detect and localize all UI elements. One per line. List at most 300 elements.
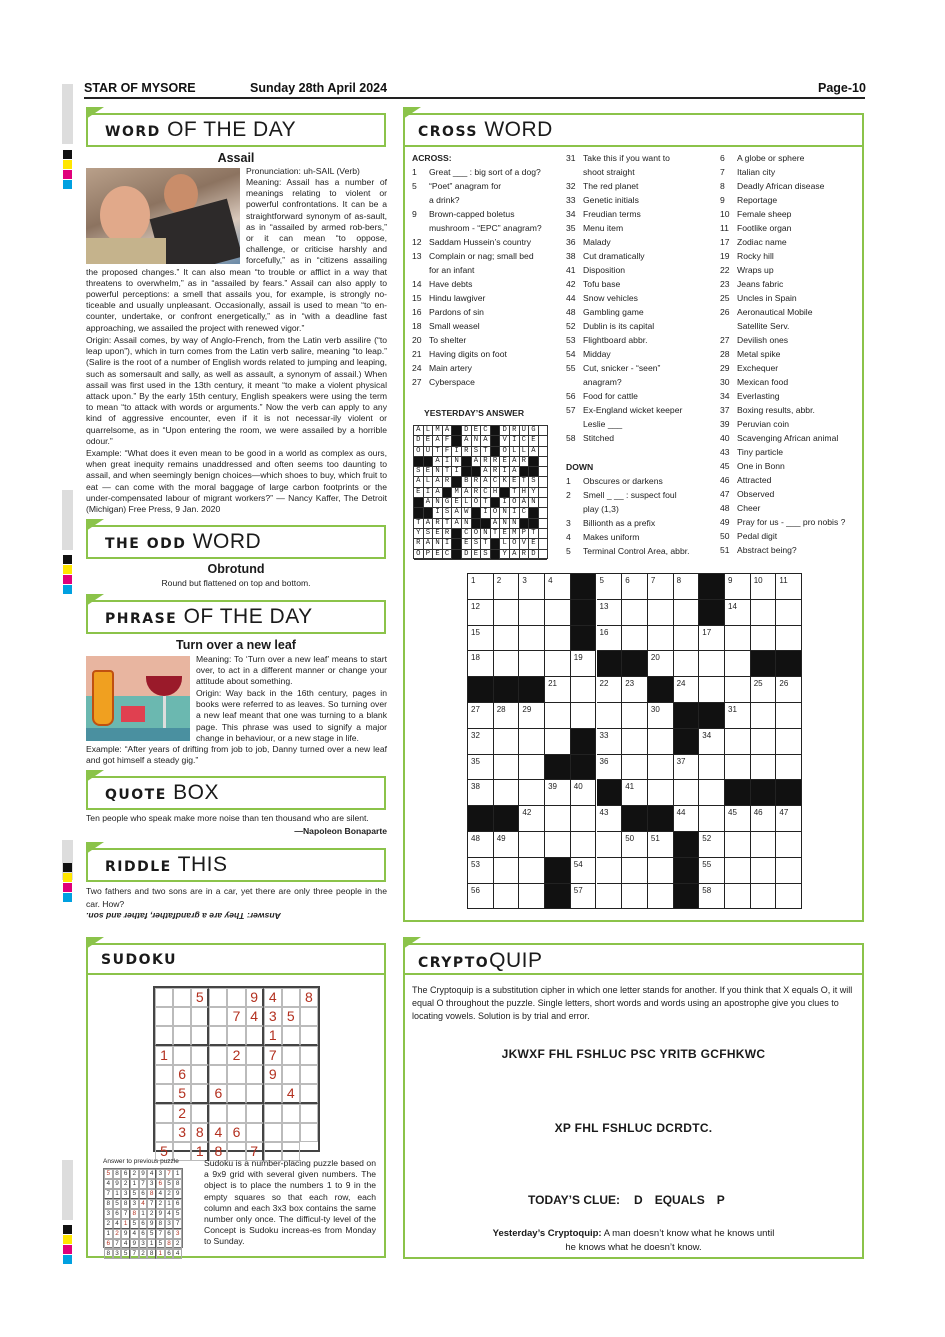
phrase-meaning: Meaning: To ‘Turn over a new leaf’ means to start over, to act in a different manner or change your attitude about something. <box>196 654 387 687</box>
sudoku-cell[interactable]: 6 <box>227 1123 245 1142</box>
answer-cell: R <box>433 519 443 528</box>
crossword-cell[interactable] <box>622 703 648 729</box>
crossword-cell[interactable] <box>776 884 802 910</box>
sudoku-cell[interactable]: 5 <box>191 988 209 1007</box>
cryptoquip-yesterday: Yesterday’s Cryptoquip: A man doesn’t know what he knows until he knows what he doesn’t know. <box>492 1228 775 1253</box>
answer-cell: I <box>510 436 520 445</box>
crossword-cell[interactable] <box>699 677 725 703</box>
crossword-cell[interactable] <box>622 729 648 755</box>
crossword-cell[interactable]: 43 <box>597 806 623 832</box>
crossword-cell[interactable] <box>545 729 571 755</box>
crossword-grid[interactable] <box>467 573 802 909</box>
crossword-cell[interactable] <box>725 832 751 858</box>
sudoku-cell[interactable] <box>300 1084 318 1104</box>
registration-mark <box>63 585 72 594</box>
clue: 15 Hindu lawgiver <box>412 293 486 303</box>
crossword-cell[interactable]: 34 <box>699 729 725 755</box>
crossword-cell[interactable] <box>751 729 777 755</box>
crossword-cell[interactable] <box>674 626 700 652</box>
sudoku-cell[interactable]: 5 <box>173 1084 191 1104</box>
black-square <box>648 806 674 832</box>
crossword-cell[interactable]: 46 <box>751 806 777 832</box>
crossword-cell[interactable]: 54 <box>571 858 597 884</box>
crossword-cell[interactable] <box>545 651 571 677</box>
crossword-cell[interactable]: 7 <box>648 574 674 600</box>
crossword-cell[interactable]: 18 <box>468 651 494 677</box>
sudoku-cell[interactable]: 9 <box>246 988 264 1007</box>
sudoku-cell[interactable] <box>227 1084 245 1104</box>
answer-cell: 8 <box>104 1199 113 1209</box>
crossword-cell[interactable]: 56 <box>468 884 494 910</box>
crossword-cell[interactable]: 19 <box>571 651 597 677</box>
sudoku-cell[interactable]: 7 <box>264 1046 282 1065</box>
crossword-cell[interactable] <box>545 832 571 858</box>
sudoku-cell[interactable]: 1 <box>155 1046 173 1065</box>
quote-text: Ten people who speak make more noise than ten thousand who are silent. <box>86 813 369 823</box>
crossword-cell[interactable] <box>699 780 725 806</box>
answer-cell: N <box>452 457 462 466</box>
clue: Satellite Serv. <box>737 321 790 331</box>
sudoku-cell[interactable]: 4 <box>246 1007 264 1026</box>
crossword-cell[interactable]: 35 <box>468 755 494 781</box>
crossword-cell[interactable] <box>622 884 648 910</box>
answer-cell: N <box>529 498 539 507</box>
crossword-cell[interactable]: 6 <box>622 574 648 600</box>
crossword-cell[interactable] <box>519 884 545 910</box>
sudoku-cell[interactable] <box>227 1026 245 1046</box>
crossword-cell[interactable] <box>571 832 597 858</box>
sudoku-cell[interactable] <box>227 1104 245 1123</box>
crossword-cell[interactable]: 38 <box>468 780 494 806</box>
answer-row <box>414 447 547 457</box>
answer-cell: T <box>414 519 424 528</box>
crossword-cell[interactable] <box>494 780 520 806</box>
crossword-cell[interactable] <box>494 626 520 652</box>
answer-cell <box>472 467 482 476</box>
black-square <box>674 729 700 755</box>
sudoku-cell[interactable]: 4 <box>282 1084 300 1104</box>
sudoku-cell[interactable]: 5 <box>282 1007 300 1026</box>
sudoku-cell[interactable]: 7 <box>246 1142 264 1161</box>
clue: 54 Midday <box>566 349 611 359</box>
answer-row <box>414 519 547 529</box>
sudoku-cell[interactable] <box>173 988 191 1007</box>
sudoku-cell[interactable] <box>191 1026 209 1046</box>
answer-cell: 4 <box>130 1229 139 1239</box>
crossword-cell[interactable]: 15 <box>468 626 494 652</box>
sudoku-cell[interactable]: 8 <box>300 988 318 1007</box>
crossword-cell[interactable]: 30 <box>648 703 674 729</box>
answer-cell <box>491 498 501 507</box>
crossword-cell[interactable]: 21 <box>545 677 571 703</box>
answer-cell: I <box>433 508 443 517</box>
sudoku-cell[interactable] <box>191 1007 209 1026</box>
sudoku-cell[interactable]: 4 <box>209 1123 227 1142</box>
crossword-cell[interactable]: 9 <box>725 574 751 600</box>
clue: for an infant <box>429 265 475 275</box>
crossword-cell[interactable]: 12 <box>468 600 494 626</box>
sudoku-cell[interactable]: 3 <box>264 1007 282 1026</box>
sudoku-cell[interactable] <box>227 1065 245 1084</box>
clue: 40 Scavenging African animal <box>720 433 839 443</box>
answer-cell: T <box>491 529 501 538</box>
crossword-cell[interactable] <box>725 677 751 703</box>
answer-cell: 3 <box>147 1179 156 1189</box>
crossword-cell[interactable] <box>519 780 545 806</box>
header-rule <box>84 97 865 99</box>
crossword-cell[interactable]: 47 <box>776 806 802 832</box>
answer-cell: D <box>529 550 539 559</box>
answer-cell: T <box>529 529 539 538</box>
crossword-cell[interactable]: 50 <box>622 832 648 858</box>
crossword-cell[interactable] <box>571 703 597 729</box>
crossword-cell[interactable]: 24 <box>674 677 700 703</box>
crossword-cell[interactable] <box>725 858 751 884</box>
crossword-cell[interactable]: 58 <box>699 884 725 910</box>
answer-row <box>414 426 547 436</box>
registration-mark <box>63 873 72 882</box>
crossword-cell[interactable] <box>751 703 777 729</box>
sudoku-cell[interactable] <box>246 1065 264 1084</box>
sudoku-cell[interactable] <box>282 1046 300 1065</box>
black-square <box>776 780 802 806</box>
sudoku-grid[interactable] <box>153 986 320 1159</box>
crossword-cell[interactable] <box>674 600 700 626</box>
crossword-cell[interactable] <box>699 651 725 677</box>
clue: 32 The red planet <box>566 181 639 191</box>
sudoku-cell[interactable]: 9 <box>264 1065 282 1084</box>
sudoku-cell[interactable] <box>282 1123 300 1142</box>
sudoku-cell[interactable]: 3 <box>173 1123 191 1142</box>
crossword-cell[interactable] <box>519 626 545 652</box>
clue: 1 Great ___ : big sort of a dog? <box>412 167 541 177</box>
crossword-cell[interactable] <box>725 651 751 677</box>
crossword-cell[interactable]: 29 <box>519 703 545 729</box>
sudoku-cell[interactable] <box>191 1046 209 1065</box>
crossword-cell[interactable] <box>494 729 520 755</box>
crossword-cell[interactable] <box>494 600 520 626</box>
clue: 17 Zodiac name <box>720 237 787 247</box>
crossword-cell[interactable] <box>571 677 597 703</box>
sudoku-cell[interactable] <box>246 1084 264 1104</box>
answer-cell: Y <box>529 488 539 497</box>
answer-cell: E <box>433 550 443 559</box>
answer-cell: E <box>500 529 510 538</box>
sudoku-cell[interactable] <box>209 1026 227 1046</box>
answer-cell: 3 <box>139 1239 148 1249</box>
crossword-cell[interactable]: 26 <box>776 677 802 703</box>
registration-mark <box>63 1225 72 1234</box>
sudoku-cell[interactable] <box>191 1065 209 1084</box>
crossword-cell[interactable]: 3 <box>519 574 545 600</box>
registration-mark <box>63 565 72 574</box>
crossword-cell[interactable] <box>519 600 545 626</box>
crossword-cell[interactable] <box>519 858 545 884</box>
crossword-cell[interactable]: 49 <box>494 832 520 858</box>
answer-cell: 4 <box>121 1239 130 1249</box>
black-square <box>699 600 725 626</box>
registration-mark <box>63 893 72 902</box>
sudoku-cell[interactable] <box>155 1065 173 1084</box>
crossword-cell[interactable] <box>519 832 545 858</box>
crossword-cell[interactable] <box>751 832 777 858</box>
answer-cell: 8 <box>104 1249 113 1259</box>
crossword-cell[interactable]: 17 <box>699 626 725 652</box>
sudoku-cell[interactable] <box>155 1084 173 1104</box>
sudoku-cell[interactable] <box>282 1104 300 1123</box>
clue: 27 Devilish ones <box>720 335 789 345</box>
crossword-cell[interactable] <box>751 755 777 781</box>
crossword-cell[interactable]: 28 <box>494 703 520 729</box>
sudoku-cell[interactable] <box>300 1104 318 1123</box>
crossword-cell[interactable] <box>776 600 802 626</box>
crossword-cell[interactable] <box>648 600 674 626</box>
crossword-cell[interactable]: 10 <box>751 574 777 600</box>
sudoku-cell[interactable] <box>227 988 245 1007</box>
answer-cell: A <box>510 457 520 466</box>
sudoku-cell[interactable] <box>300 1123 318 1142</box>
crossword-cell[interactable]: 32 <box>468 729 494 755</box>
crossword-cell[interactable] <box>751 626 777 652</box>
crossword-cell[interactable]: 53 <box>468 858 494 884</box>
answer-cell <box>462 467 472 476</box>
crossword-cell[interactable] <box>725 884 751 910</box>
sudoku-cell[interactable] <box>209 1007 227 1026</box>
sudoku-cell[interactable]: 1 <box>264 1026 282 1046</box>
sudoku-cell[interactable]: 8 <box>209 1142 227 1161</box>
crossword-cell[interactable] <box>776 703 802 729</box>
crossword-cell[interactable] <box>776 729 802 755</box>
sudoku-cell[interactable] <box>246 1026 264 1046</box>
clue: 35 Menu item <box>566 223 624 233</box>
clue: 37 Boxing results, abbr. <box>720 405 815 415</box>
black-square <box>648 677 674 703</box>
crossword-cell[interactable] <box>699 755 725 781</box>
crossword-cell[interactable] <box>725 755 751 781</box>
crossword-cell[interactable] <box>545 626 571 652</box>
crossword-cell[interactable] <box>622 755 648 781</box>
answer-cell: A <box>433 457 443 466</box>
crossword-cell[interactable]: 52 <box>699 832 725 858</box>
sudoku-cell[interactable]: 7 <box>227 1007 245 1026</box>
clue: 3 Billionth as a prefix <box>566 518 656 528</box>
clue: shoot straight <box>583 167 635 177</box>
crossword-cell[interactable] <box>648 755 674 781</box>
cryptoquip-intro: The Cryptoquip is a substitution cipher in which one letter stands for another. If you think that X equals O, it will equal O throughout the puzzle. Single letters, short words and words using an apostrophe give you clues to locating vowels. Solution is by trial and error. <box>412 985 853 1021</box>
crossword-cell[interactable] <box>674 780 700 806</box>
sudoku-cell[interactable] <box>209 988 227 1007</box>
answer-cell: 3 <box>121 1189 130 1199</box>
sudoku-cell[interactable] <box>282 1026 300 1046</box>
crossword-cell[interactable] <box>648 729 674 755</box>
answer-cell: E <box>433 529 443 538</box>
sudoku-cell[interactable]: 2 <box>173 1104 191 1123</box>
crossword-cell[interactable]: 41 <box>622 780 648 806</box>
answer-cell: A <box>433 477 443 486</box>
sudoku-cell[interactable] <box>300 1065 318 1084</box>
sudoku-cell[interactable] <box>209 1046 227 1065</box>
answer-row <box>414 508 547 518</box>
sudoku-cell[interactable] <box>300 1046 318 1065</box>
crossword-cell[interactable]: 20 <box>648 651 674 677</box>
crossword-cell[interactable] <box>622 626 648 652</box>
crossword-cell[interactable] <box>571 806 597 832</box>
crossword-cell[interactable] <box>648 884 674 910</box>
crossword-cell[interactable]: 55 <box>699 858 725 884</box>
crossword-cell[interactable]: 1 <box>468 574 494 600</box>
crossword-cell[interactable] <box>648 780 674 806</box>
answer-cell: 3 <box>130 1199 139 1209</box>
sudoku-cell[interactable] <box>191 1084 209 1104</box>
crossword-cell[interactable] <box>776 755 802 781</box>
sudoku-cell[interactable]: 2 <box>227 1046 245 1065</box>
answer-cell: 7 <box>165 1169 174 1179</box>
sudoku-cell[interactable] <box>246 1046 264 1065</box>
crossword-cell[interactable]: 42 <box>519 806 545 832</box>
crossword-cell[interactable] <box>725 626 751 652</box>
crossword-cell[interactable] <box>776 858 802 884</box>
registration-mark <box>63 1245 72 1254</box>
crossword-cell[interactable]: 36 <box>597 755 623 781</box>
crossword-cell[interactable] <box>597 858 623 884</box>
crossword-cell[interactable] <box>751 884 777 910</box>
crossword-cell[interactable] <box>751 600 777 626</box>
crossword-cell[interactable] <box>545 703 571 729</box>
sudoku-cell[interactable]: 1 <box>191 1142 209 1161</box>
clue: 45 One in Bonn <box>720 461 785 471</box>
crossword-cell[interactable]: 37 <box>674 755 700 781</box>
answer-cell: C <box>520 508 530 517</box>
sudoku-cell[interactable] <box>246 1104 264 1123</box>
crossword-cell[interactable] <box>545 600 571 626</box>
crossword-cell[interactable] <box>494 858 520 884</box>
crossword-cell[interactable]: 5 <box>597 574 623 600</box>
answer-cell: M <box>510 529 520 538</box>
crossword-cell[interactable] <box>648 626 674 652</box>
crossword-cell[interactable] <box>494 651 520 677</box>
crossword-cell[interactable]: 25 <box>751 677 777 703</box>
black-square <box>571 574 597 600</box>
registration-mark <box>63 170 72 179</box>
crossword-cell[interactable] <box>597 884 623 910</box>
crossword-cell[interactable]: 33 <box>597 729 623 755</box>
sudoku-cell[interactable]: 4 <box>264 988 282 1007</box>
sudoku-cell[interactable]: 6 <box>209 1084 227 1104</box>
answer-cell: 7 <box>139 1179 148 1189</box>
sudoku-cell[interactable] <box>264 1084 282 1104</box>
crossword-cell[interactable] <box>597 703 623 729</box>
sudoku-cell[interactable]: 6 <box>173 1065 191 1084</box>
crossword-cell[interactable] <box>622 600 648 626</box>
sudoku-cell[interactable] <box>300 1026 318 1046</box>
crossword-cell[interactable] <box>545 806 571 832</box>
crossword-cell[interactable] <box>494 755 520 781</box>
sudoku-cell[interactable] <box>173 1026 191 1046</box>
answer-cell: A <box>424 539 434 548</box>
sudoku-cell[interactable] <box>191 1104 209 1123</box>
crossword-cell[interactable]: 4 <box>545 574 571 600</box>
sudoku-cell[interactable] <box>155 1007 173 1026</box>
crossword-cell[interactable]: 8 <box>674 574 700 600</box>
crossword-cell[interactable]: 23 <box>622 677 648 703</box>
crossword-cell[interactable]: 22 <box>597 677 623 703</box>
crossword-cell[interactable] <box>725 729 751 755</box>
crossword-cell[interactable] <box>519 729 545 755</box>
answer-cell: R <box>520 550 530 559</box>
crossword-cell[interactable]: 16 <box>597 626 623 652</box>
sudoku-cell[interactable] <box>209 1065 227 1084</box>
crossword-cell[interactable] <box>519 755 545 781</box>
crossword-cell[interactable] <box>648 858 674 884</box>
clue: 21 Having digits on foot <box>412 349 507 359</box>
crossword-cell[interactable]: 51 <box>648 832 674 858</box>
sudoku-cell[interactable]: 5 <box>155 1142 173 1161</box>
sudoku-cell[interactable] <box>173 1046 191 1065</box>
answer-cell: A <box>424 519 434 528</box>
answer-cell: 2 <box>104 1219 113 1229</box>
down-clues-1 <box>566 474 690 558</box>
crossword-cell[interactable]: 39 <box>545 780 571 806</box>
crossword-cell[interactable]: 44 <box>674 806 700 832</box>
answer-cell <box>529 508 539 517</box>
crossword-cell[interactable] <box>622 858 648 884</box>
sudoku-cell[interactable] <box>173 1007 191 1026</box>
crossword-cell[interactable]: 57 <box>571 884 597 910</box>
crossword-cell[interactable]: 14 <box>725 600 751 626</box>
sudoku-cell[interactable]: 8 <box>191 1123 209 1142</box>
crossword-cell[interactable] <box>751 858 777 884</box>
crossword-cell[interactable] <box>597 832 623 858</box>
crossword-cell[interactable]: 11 <box>776 574 802 600</box>
quote-header: QUOTE BOX <box>86 776 386 810</box>
sudoku-cell[interactable] <box>155 988 173 1007</box>
odd-word-title: Obrotund <box>207 562 265 576</box>
answer-cell <box>491 447 501 456</box>
sudoku-cell[interactable] <box>155 1104 173 1123</box>
crossword-cell[interactable] <box>776 832 802 858</box>
crossword-cell[interactable]: 48 <box>468 832 494 858</box>
crossword-cell[interactable]: 27 <box>468 703 494 729</box>
sudoku-cell[interactable] <box>264 1123 282 1142</box>
crossword-cell[interactable] <box>674 651 700 677</box>
answer-cell: 3 <box>173 1229 182 1239</box>
sudoku-cell[interactable] <box>246 1123 264 1142</box>
cryptoquip-line-2: XP FHL FSHLUC DCRDTC. <box>554 1121 713 1135</box>
crossword-cell[interactable]: 45 <box>725 806 751 832</box>
crossword-cell[interactable]: 13 <box>597 600 623 626</box>
sudoku-cell[interactable] <box>282 988 300 1007</box>
answer-cell: C <box>491 477 501 486</box>
sudoku-cell[interactable] <box>209 1104 227 1123</box>
crossword-cell[interactable]: 31 <box>725 703 751 729</box>
sudoku-cell[interactable] <box>282 1065 300 1084</box>
sudoku-cell[interactable] <box>155 1123 173 1142</box>
crossword-cell[interactable] <box>494 884 520 910</box>
crossword-cell[interactable]: 2 <box>494 574 520 600</box>
sudoku-cell[interactable] <box>300 1007 318 1026</box>
crossword-cell[interactable]: 40 <box>571 780 597 806</box>
answer-cell: 2 <box>113 1229 122 1239</box>
crossword-cell[interactable] <box>776 626 802 652</box>
answer-cell: 5 <box>165 1179 174 1189</box>
sudoku-cell[interactable] <box>155 1026 173 1046</box>
crossword-cell[interactable] <box>699 806 725 832</box>
crossword-cell[interactable] <box>519 651 545 677</box>
clue: 48 Cheer <box>720 503 761 513</box>
sudoku-cell[interactable] <box>264 1104 282 1123</box>
black-square <box>468 677 494 703</box>
answer-cell: N <box>433 498 443 507</box>
